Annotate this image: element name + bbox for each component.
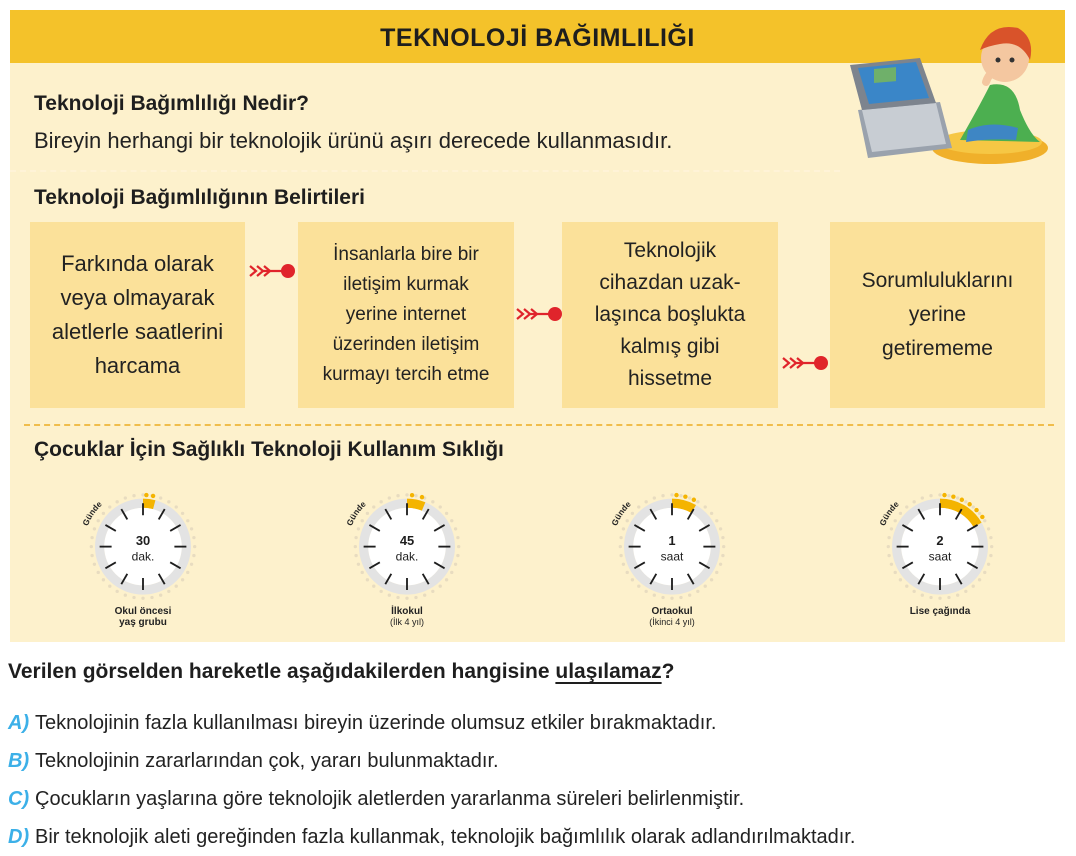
section-divider — [24, 424, 1054, 426]
symptom-box-4 — [830, 222, 1045, 408]
duration-value: 45 — [399, 532, 415, 548]
question-mark: ? — [661, 660, 675, 683]
question-emphasis: ulaşılamaz — [555, 660, 662, 683]
question-part: Verilen görselden hareketle aşağıdakilerden hangisine — [8, 660, 556, 683]
duration-value: 2 — [936, 532, 944, 548]
option-d[interactable] — [8, 826, 855, 849]
duration-value: 30 — [135, 532, 151, 548]
duration-value: 1 — [668, 532, 676, 548]
symptom-line: harcama — [94, 353, 181, 378]
symptom-line: Teknolojik — [623, 239, 717, 262]
symptoms-heading: Teknoloji Bağımlılığının Belirtileri — [34, 186, 365, 209]
age-group-caption: Ortaokul (İkinci 4 yıl) — [649, 606, 695, 627]
duration-unit: saat — [660, 549, 684, 564]
option-letter: B) — [8, 750, 30, 772]
age-group-caption: Okul öncesi yaş grubu — [114, 606, 172, 628]
section-divider — [10, 170, 840, 172]
symptom-line: yerine internet — [345, 304, 467, 325]
child-with-laptop-illustration — [840, 10, 1070, 170]
symptom-line: iletişim kurmak — [343, 274, 469, 295]
option-c[interactable] — [8, 788, 744, 811]
option-letter: C) — [8, 788, 30, 810]
option-letter: A) — [8, 712, 30, 734]
day-label: Günde — [877, 498, 901, 528]
age-group-caption: İlkokul (İlk 4 yıl) — [389, 606, 424, 627]
option-a[interactable] — [8, 712, 716, 735]
frequency-heading: Çocuklar İçin Sağlıklı Teknoloji Kullanım Sıklığı — [34, 438, 504, 461]
clock-gauge — [602, 482, 742, 592]
age-group-caption: Lise çağında — [909, 606, 971, 617]
day-label: Günde — [344, 498, 368, 528]
option-letter: D) — [8, 826, 30, 848]
symptom-line: İnsanlarla bire bir — [333, 244, 479, 265]
option-text: Teknolojinin zararlarından çok, yararı bulunmaktadır. — [35, 750, 499, 772]
arrow-icon — [515, 306, 565, 322]
symptom-line: aletlerle saatlerini — [51, 319, 224, 344]
clock-gauge — [337, 482, 477, 592]
day-label: Günde — [80, 498, 104, 528]
duration-unit: saat — [928, 549, 952, 564]
option-text: Çocukların yaşlarına göre teknolojik aletlerden yararlanma süreleri belirlenmiştir. — [35, 788, 745, 810]
symptom-line: hissetme — [627, 367, 713, 390]
option-b[interactable] — [8, 750, 499, 773]
day-label: Günde — [609, 498, 633, 528]
arrow-icon — [248, 263, 298, 279]
option-text: Teknolojinin fazla kullanılması bireyin üzerinde olumsuz etkiler bırakmaktadır. — [35, 712, 717, 734]
definition-text: Bireyin herhangi bir teknolojik ürünü aşırı derecede kullanmasıdır. — [34, 128, 673, 153]
question-text — [8, 660, 674, 684]
what-heading: Teknoloji Bağımlılığı Nedir? — [34, 92, 309, 115]
symptom-box-2 — [298, 222, 514, 408]
symptom-line: getirememe — [882, 337, 993, 360]
symptom-line: Farkında olarak — [61, 251, 214, 276]
symptom-line: üzerinden iletişim — [332, 334, 480, 355]
duration-unit: dak. — [395, 549, 419, 564]
symptom-line: yerine — [908, 303, 967, 326]
clock-gauge — [870, 482, 1010, 592]
arrow-icon — [781, 355, 831, 371]
symptom-line: laşınca boşlukta — [594, 303, 746, 326]
symptom-box-1 — [30, 222, 245, 408]
clock-gauge — [73, 482, 213, 592]
symptom-line: veya olmayarak — [60, 285, 215, 310]
symptom-box-3 — [562, 222, 778, 408]
symptom-line: cihazdan uzak- — [599, 271, 741, 294]
duration-unit: dak. — [131, 549, 155, 564]
symptom-line: kalmış gibi — [620, 335, 720, 358]
symptom-line: kurmayı tercih etme — [322, 364, 490, 385]
infographic-title: TEKNOLOJİ BAĞIMLILIĞI — [10, 10, 1065, 63]
option-text: Bir teknolojik aleti gereğinden fazla kullanmak, teknolojik bağımlılık olarak adlandırılmaktadır. — [35, 826, 856, 848]
symptom-line: Sorumluluklarını — [861, 269, 1014, 292]
